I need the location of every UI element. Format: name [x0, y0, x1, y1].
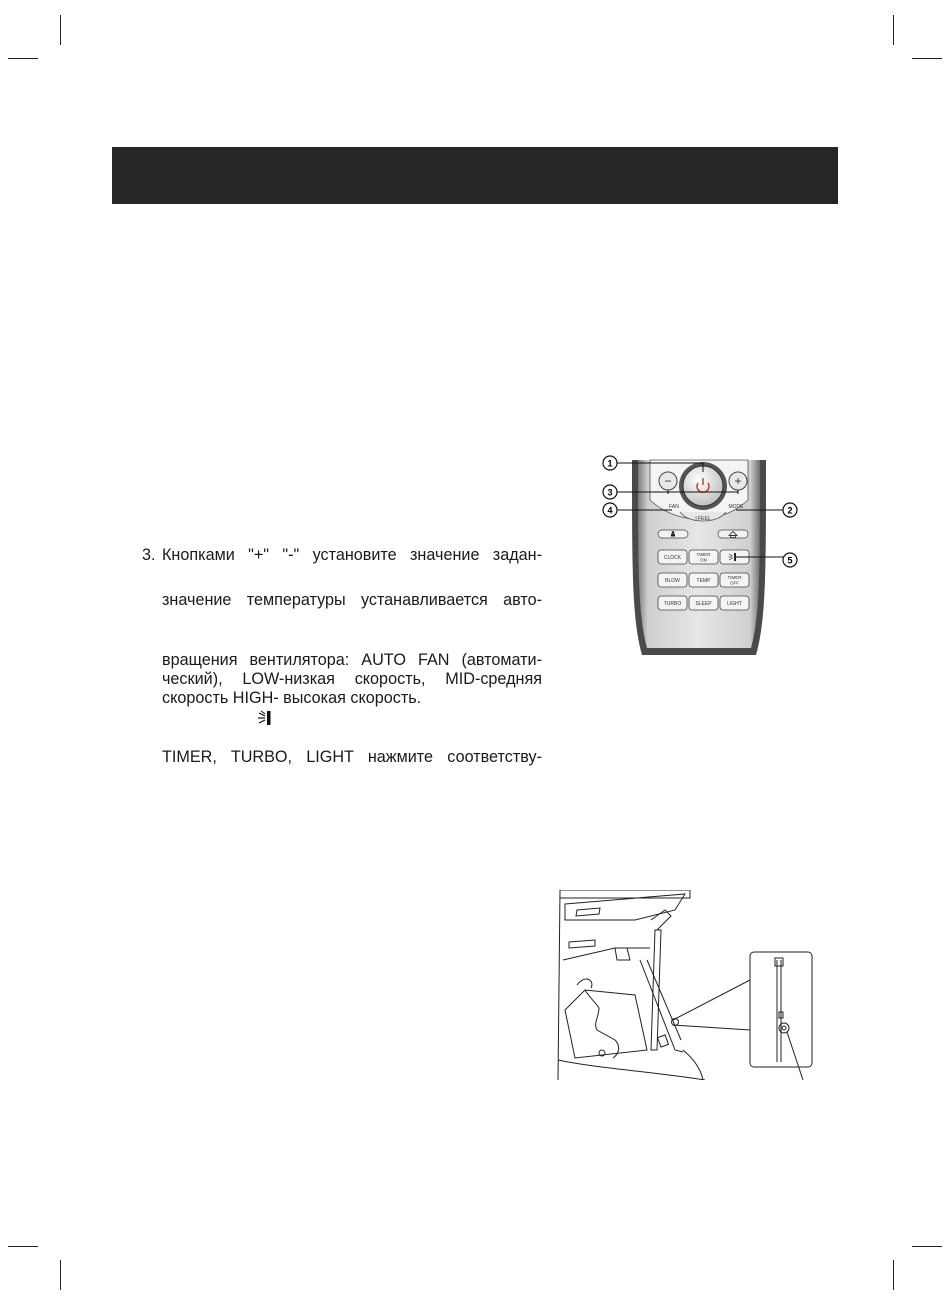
fan-label: FAN: [669, 504, 679, 510]
crop-mark: [8, 1246, 38, 1247]
fan-line-2: ческий), LOW-низкая скорость, MID-средняя: [162, 670, 542, 688]
svg-text:4: 4: [607, 505, 613, 516]
step-number: 3.: [142, 546, 156, 564]
svg-text:5: 5: [787, 555, 793, 566]
crop-mark: [893, 15, 894, 45]
clock-button-label: CLOCK: [663, 555, 682, 561]
blow-button-label: BLOW: [665, 578, 680, 584]
turbo-button-label: TURBO: [663, 601, 682, 607]
crop-mark: [893, 1260, 894, 1290]
indoor-unit-illustration: [555, 890, 815, 1080]
plus-button-label: +: [734, 474, 742, 488]
crop-mark: [912, 58, 942, 59]
fan-line-1: вращения вентилятора: AUTO FAN (автомати-: [162, 651, 542, 669]
crop-mark: [8, 58, 38, 59]
mode-label: MODE: [728, 504, 744, 510]
crop-mark: [60, 15, 61, 45]
svg-text:3: 3: [607, 487, 613, 498]
timer-on-label-1: TIMER: [696, 552, 711, 557]
crop-mark: [60, 1260, 61, 1290]
temp-line: значение температуры устанавливается авто-: [162, 591, 542, 609]
temp-button-label: TEMP: [696, 578, 711, 584]
sleep-button-label: SLEEP: [695, 601, 712, 607]
ifeel-label: I FEEL: [695, 516, 711, 522]
timer-on-label-2: ON: [700, 557, 707, 563]
svg-text:1: 1: [607, 458, 613, 469]
section-header-bar: [112, 147, 838, 204]
crop-mark: [912, 1246, 942, 1247]
step-3-line-1: Кнопками "+" "-" установите значение задан-: [162, 546, 542, 564]
timer-off-label-1: TIMER: [727, 575, 742, 580]
fan-line-3: скорость HIGH- высокая скорость.: [162, 689, 422, 707]
remote-control-illustration: [560, 450, 810, 665]
svg-text:2: 2: [787, 505, 793, 516]
minus-button-label: −: [664, 474, 672, 488]
timer-off-label-2: OFF: [730, 580, 739, 586]
light-button-label: LIGHT: [727, 601, 742, 607]
timer-line: TIMER, TURBO, LIGHT нажмите соответству-: [162, 748, 542, 766]
swing-icon: [258, 710, 272, 726]
